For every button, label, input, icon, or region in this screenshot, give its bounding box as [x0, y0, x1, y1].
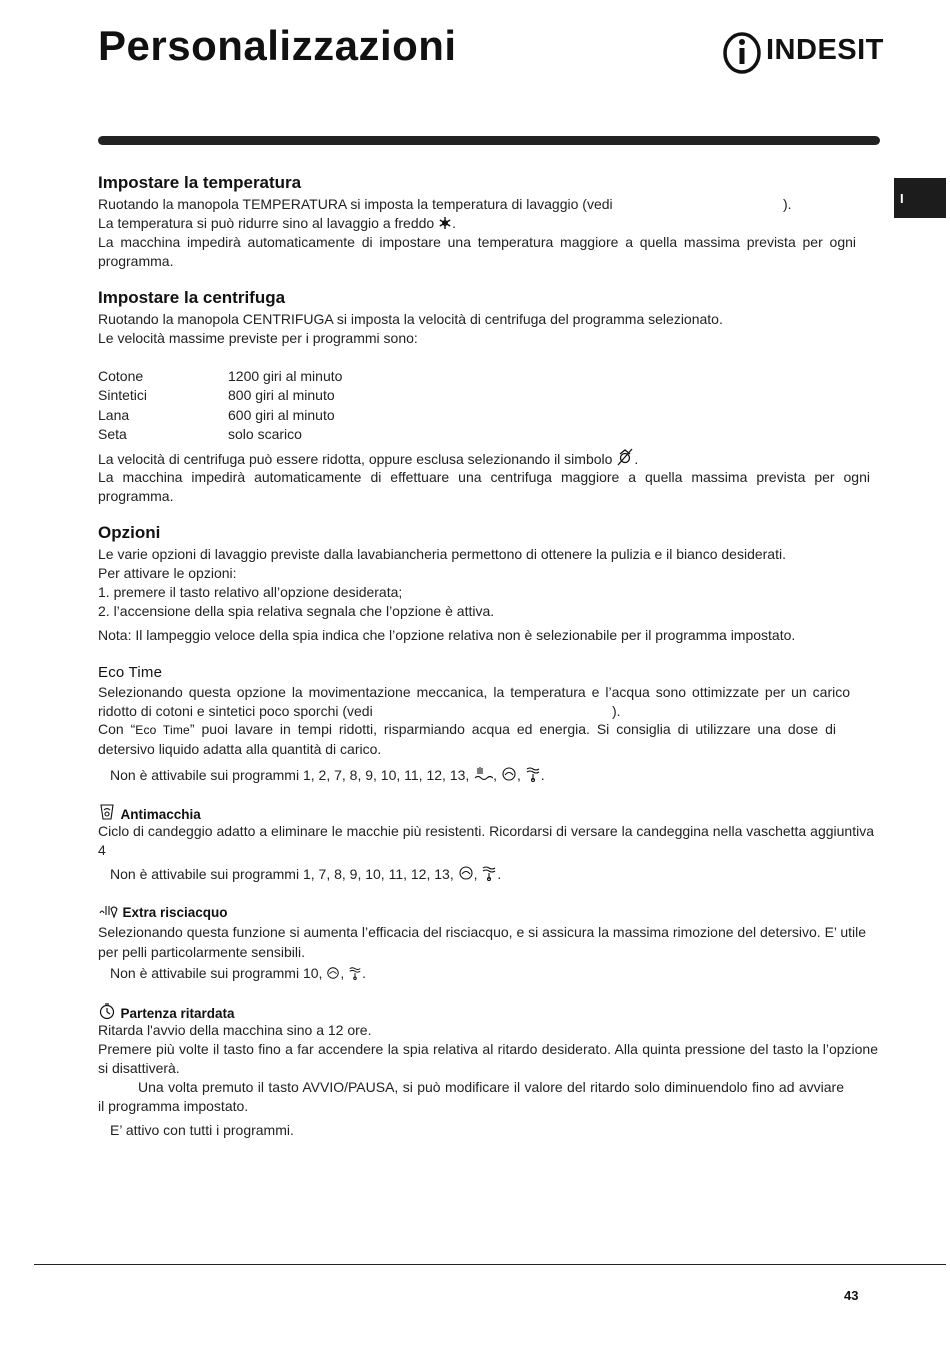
speed-value-lana: 600 giri al minuto	[228, 407, 335, 423]
temperature-line-1	[98, 195, 858, 214]
page-title: Personalizzazioni	[98, 22, 457, 69]
extra-rinse-title-row	[98, 903, 228, 922]
speed-program-sintetici: Sintetici	[98, 387, 148, 403]
snowflake-icon	[438, 216, 452, 230]
spin-line-3-end: .	[634, 451, 639, 467]
speed-program-lana: Lana	[98, 407, 130, 423]
brand-name: INDESIT	[766, 34, 884, 66]
extra-rinse-text: Selezionando questa funzione si aumenta l’efficacia del risciacquo, e si assicura la massima rimozione del detersivo. E’ utile per pelli particolarmente sensibili.	[98, 924, 867, 960]
spin-heading: Impostare la centrifuga	[98, 288, 286, 307]
header-rule	[98, 136, 880, 145]
extra-rinse-icon	[98, 903, 118, 919]
options-heading: Opzioni	[98, 523, 161, 542]
indesit-logo	[722, 30, 882, 76]
ecotime-label: Eco Time	[98, 664, 163, 681]
temperature-line-3: La macchina impedirà automaticamente di impostare una temperatura maggiore a quella massima prevista per ogni programma.	[98, 234, 856, 269]
delayed-start-line-1: Ritarda l'avvio della macchina sino a 12 ore.	[98, 1022, 372, 1038]
temperature-line-2-text: La temperatura si può ridurre sino al lavaggio a freddo	[98, 215, 435, 231]
speed-value-sintetici: 800 giri al minuto	[228, 387, 335, 403]
temperature-line-1-text: Ruotando la manopola TEMPERATURA si imposta la temperatura di lavaggio (vedi	[98, 196, 613, 212]
ecotime-inline-label: Eco Time	[135, 723, 190, 737]
speed-program-cotone: Cotone	[98, 368, 144, 384]
antimacchia-title-row	[98, 803, 201, 824]
speed-value-seta: solo scarico	[228, 426, 302, 442]
temperature-heading: Impostare la temperatura	[98, 173, 302, 192]
language-tab	[894, 178, 946, 218]
extra-rinse-heading: Extra risciacquo	[122, 905, 228, 920]
spin-exclude-icon	[616, 448, 634, 466]
delayed-start-heading: Partenza ritardata	[120, 1006, 235, 1021]
options-line-1: Le varie opzioni di lavaggio previste dalla lavabiancheria permettono di ottenere la pulizia e il bianco desiderati.	[98, 546, 786, 562]
ecotime-text-2	[98, 720, 836, 759]
spin-program-icon	[481, 865, 497, 881]
spin-line-3	[98, 448, 878, 469]
delayed-start-title-row	[98, 1002, 235, 1023]
language-tab-label: I	[900, 191, 904, 206]
speed-value-cotone: 1200 giri al minuto	[228, 368, 343, 384]
delayed-start-icon	[98, 1002, 116, 1020]
options-line-2: Per attivare le opzioni:	[98, 565, 237, 581]
stain-removal-icon	[98, 803, 116, 821]
ecotime-text-2-rest: ” puoi lavare in tempi ridotti, risparmiando acqua ed energia. Si consiglia di utilizzare una dose di detersivo liquido adatta alla quantità di carico.	[98, 721, 836, 757]
ecotime-text-1-end: ).	[612, 703, 621, 719]
silk-program-icon	[501, 766, 517, 782]
antimacchia-text: Ciclo di candeggio adatto a eliminare le macchie più resistenti. Ricordarsi di versare la candeggina nella vaschetta aggiuntiva 4	[98, 823, 874, 858]
spin-line-2: Le velocità massime previste per i programmi sono:	[98, 330, 418, 346]
silk-program-icon	[458, 865, 474, 881]
silk-program-icon	[326, 966, 340, 980]
ecotime-note: Non è attivabile sui programmi 1, 2, 7, 8, 9, 10, 11, 12, 13, , , .	[110, 767, 545, 783]
spin-line-3-text: La velocità di centrifuga può essere ridotta, oppure esclusa selezionando il simbolo	[98, 451, 613, 467]
speed-program-seta: Seta	[98, 426, 127, 442]
spin-program-icon	[525, 766, 541, 782]
delayed-start-note: E’ attivo con tutti i programmi.	[110, 1122, 294, 1138]
options-step-1: 1. premere il tasto relativo all’opzione desiderata;	[98, 584, 403, 600]
antimacchia-note: Non è attivabile sui programmi 1, 7, 8, 9, 10, 11, 12, 13, , .	[110, 866, 502, 882]
spin-line-1: Ruotando la manopola CENTRIFUGA si imposta la velocità di centrifuga del programma selezionato.	[98, 311, 723, 327]
options-step-2: 2. l’accensione della spia relativa segnala che l’opzione è attiva.	[98, 603, 495, 619]
temperature-line-2	[98, 214, 858, 233]
temperature-line-2-end: .	[452, 215, 456, 231]
ecotime-text-1: Selezionando questa opzione la movimentazione meccanica, la temperatura e l’acqua sono ottimizzate per un carico ridotto di cotoni e sintetici poco sporchi (vedi	[98, 684, 850, 719]
options-note: Nota: Il lampeggio veloce della spia indica che l’opzione relativa non è selezionabile per il programma impostato.	[98, 627, 796, 643]
temperature-line-1-end: ).	[783, 196, 792, 212]
ecotime-text-2-open: Con “	[98, 721, 136, 737]
footer-rule	[34, 1264, 946, 1265]
spin-program-icon	[348, 966, 362, 980]
wool-program-icon	[473, 766, 493, 782]
antimacchia-heading: Antimacchia	[120, 807, 201, 822]
extra-rinse-note-text: Non è attivabile sui programmi 10,	[110, 965, 323, 981]
extra-rinse-note: Non è attivabile sui programmi 10, , .	[110, 965, 366, 981]
delayed-start-line-2: Premere più volte il tasto fino a far accendere la spia relativa al ritardo desiderato. Alla quinta pressione del tasto la l’opzione si disattiverà.	[98, 1041, 878, 1076]
page-number: 43	[844, 1288, 859, 1303]
antimacchia-note-text: Non è attivabile sui programmi 1, 7, 8, 9, 10, 11, 12, 13,	[110, 866, 454, 882]
brand-i-icon	[722, 32, 762, 74]
delayed-start-line-3: Una volta premuto il tasto AVVIO/PAUSA, si può modificare il valore del ritardo solo diminuendolo fino ad avviare il programma impostato.	[98, 1079, 844, 1114]
spin-line-4: La macchina impedirà automaticamente di effettuare una centrifuga maggiore a quella massima prevista per ogni programma.	[98, 469, 870, 504]
ecotime-note-text: Non è attivabile sui programmi 1, 2, 7, 8, 9, 10, 11, 12, 13,	[110, 767, 470, 783]
